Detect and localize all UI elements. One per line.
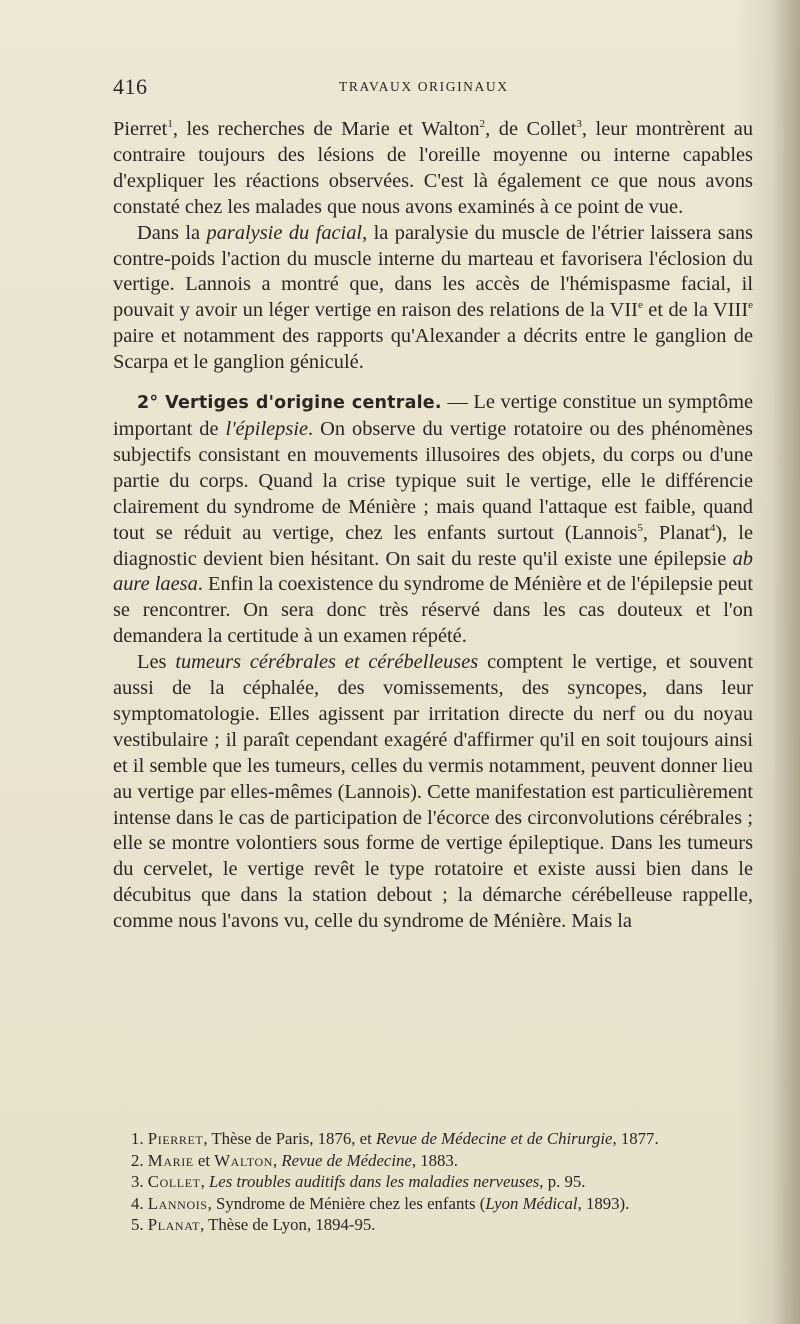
text-span: Les (137, 651, 176, 674)
footnote-ref: 4 (709, 521, 716, 534)
text-span: , Planat (642, 521, 710, 544)
text-span: paire et notamment des rapports qu'Alexander a décrits entre le ganglion de Scarpa et le ganglion géniculé. (113, 325, 753, 374)
footnote-ref: 2 (479, 118, 486, 130)
page-edge-shadow (772, 0, 800, 1324)
italic-term: paralysie du facial (206, 221, 363, 244)
footnote-ref: 3 (576, 118, 582, 130)
text-span: , (273, 1150, 282, 1170)
page-header (113, 74, 753, 104)
superscript: e (637, 299, 643, 312)
superscript: e (748, 299, 753, 312)
footnote-title: Revue de Médecine et de Chirurgie (375, 1129, 613, 1148)
italic-term: ab aure laesa (113, 547, 753, 596)
footnote-author: Planat (147, 1215, 201, 1234)
footnote-2 (113, 1150, 753, 1172)
text-span: et (193, 1150, 215, 1170)
text-span: comptent le vertige, et souvent aussi de la céphalée, des vomissements, des syncopes, dans leur symptomatologie. Elles agissent par irritation directe du nerf ou du noyau vestibulaire ; il paraît cependant exagéré d'affirmer qu'il en soit toujours ainsi et il semble que les tumeurs, celles du vermis notamment, peuvent donner lieu au vertige par elles-mêmes (Lannois). Cette manifestation est particulièrement intense dans le cas de participation de l'écorce des circonvolutions cérébrales ; elle se montre volontiers sous forme de vertige épileptique. Dans les tumeurs du cervelet, le vertige revêt le type rotatoire et existe aussi bien dans le décubitus que dans la station debout ; la démarche cérébelleuse rappelle, comme nous l'avons vu, celle du syndrome de Ménière. Mais la (113, 651, 753, 933)
text-span: , Syndrome de Ménière chez les enfants ( (207, 1193, 486, 1213)
footnote-number: 3. (131, 1172, 144, 1191)
paragraph-4 (113, 650, 753, 935)
paragraph-1 (113, 117, 753, 221)
footnote-number: 1. (131, 1129, 144, 1148)
body-text (113, 117, 753, 935)
text-span: , 1883. (411, 1150, 458, 1170)
footnote-3 (113, 1171, 753, 1193)
footnote-author: Collet (147, 1172, 201, 1191)
text-span: , leur montrèrent au contraire toujours des lésions de l'oreille moyenne ou interne capables d'expliquer les réactions observées. C'est là également ce que nous avons constaté chez les malades que nous avons examinés à ce point de vue. (113, 118, 754, 218)
paragraph-2 (113, 221, 753, 376)
text-span: et de la VIII (642, 299, 749, 322)
footnote-1 (113, 1128, 753, 1150)
text-span: , de Collet (485, 118, 577, 140)
footnote-title: Lyon Médical (485, 1193, 578, 1213)
footnote-4 (113, 1193, 753, 1215)
italic-term: tumeurs cérébrales et cérébelleuses (175, 651, 479, 674)
text-span: . Enfin la coexistence du syndrome de Ménière et de l'épilepsie peut se rencontrer. On sera donc très réservé dans les cas douteux et l'on demandera la certitude à un examen répété. (113, 573, 753, 648)
text-span: — Le vertige constitue un symptôme important de (113, 391, 754, 440)
text-span: , les recherches de Marie et Walton (172, 118, 480, 140)
page-number: 416 (113, 74, 148, 99)
footnote-number: 4. (131, 1193, 144, 1213)
text-span: , Thèse de Paris, 1876, et (203, 1129, 376, 1148)
footnote-ref: 5 (637, 521, 643, 534)
italic-term: l'épilepsie (225, 417, 309, 440)
footnote-author: Lannois (147, 1193, 208, 1213)
paragraph-3 (113, 390, 753, 650)
text-span: . On observe du vertige rotatoire ou des phénomènes subjectifs consistant en mouvements illusoires des objets, du corps ou d'une partie du corps. Quand la crise typique suit le vertige, elle le différencie clairement du syndrome de Ménière ; mais quand l'attaque est faible, quand tout se réduit au vertige, chez les enfants surtout (Lannois (113, 417, 753, 544)
footnotes (113, 1128, 753, 1236)
footnote-author: Marie (147, 1150, 194, 1170)
text-span: ), le diagnostic devient bien hésitant. On sait du reste qu'il existe une épilepsie (113, 521, 754, 570)
text-span: Dans la (137, 221, 207, 244)
footnote-title: Revue de Médecine (281, 1150, 412, 1170)
text-span: , (200, 1172, 209, 1191)
text-span: , Thèse de Lyon, 1894-95. (200, 1215, 376, 1234)
footnote-author: Pierret (147, 1129, 204, 1148)
footnote-number: 5. (131, 1215, 144, 1234)
footnote-number: 2. (131, 1150, 144, 1170)
footnote-author: Walton (214, 1150, 274, 1170)
text-span: Pierret (113, 118, 168, 140)
section-heading: 2° Vertiges d'origine centrale. (137, 393, 442, 414)
text-span: , 1893). (577, 1193, 630, 1213)
text-span: , p. 95. (539, 1172, 586, 1191)
text-span: , 1877. (612, 1129, 659, 1148)
footnote-title: Les troubles auditifs dans les maladies nerveuses (208, 1172, 540, 1191)
running-title: TRAVAUX ORIGINAUX (339, 79, 509, 94)
text-span: , la paralysie du muscle de l'étrier laissera sans contre-poids l'action du muscle interne du marteau et favorisera l'éclosion du vertige. Lannois a montré que, dans les accès de l'hémispasme facial, il pouvait y avoir un léger vertige en raison des relations de la VII (113, 221, 753, 322)
footnote-5 (113, 1214, 753, 1236)
footnote-ref: 1 (167, 118, 173, 130)
